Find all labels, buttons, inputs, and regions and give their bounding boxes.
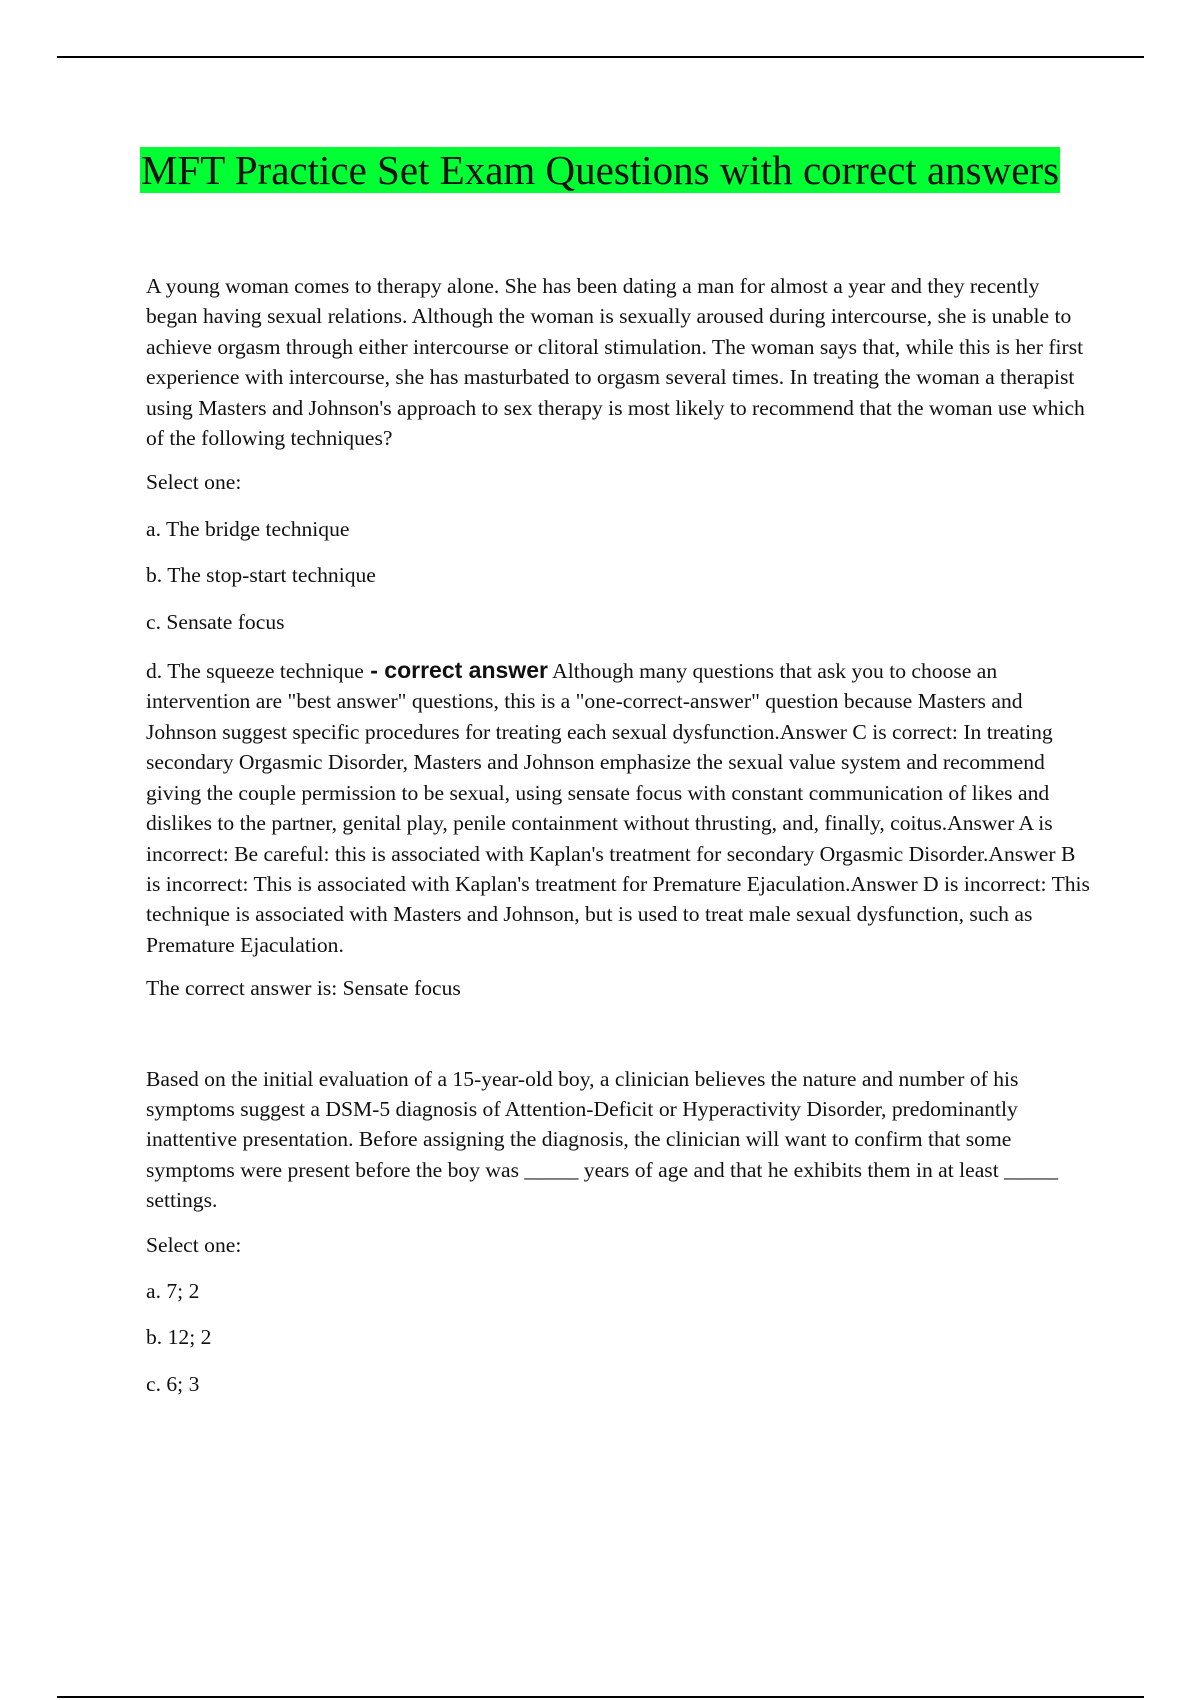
- answer-option-b: b. The stop-start technique: [146, 563, 376, 588]
- question-2: [146, 1064, 1091, 1400]
- answer-option-c: c. Sensate focus: [146, 609, 285, 634]
- top-rule: [57, 56, 1144, 58]
- question-stem: A young woman comes to therapy alone. She has been dating a man for almost a year and they recently began having sexual relations. Although the woman is sexually aroused during intercourse, she is unable to achieve orgasm through either intercourse or clitoral stimulation. The woman says that, while this is her first experience with intercourse, she has masturbated to orgasm several times. In treating the woman a therapist using Masters and Johnson's approach to sex therapy is most likely to recommend that the woman use which of the following techniques?: [146, 274, 1085, 451]
- select-one-label: Select one:: [146, 1232, 242, 1257]
- title-highlight: MFT Practice Set Exam Questions with correct answers: [140, 147, 1060, 193]
- answer-option-a: a. The bridge technique: [146, 516, 350, 541]
- select-one-label: Select one:: [146, 470, 242, 495]
- answer-option-b: b. 12; 2: [146, 1325, 212, 1350]
- document-body: [146, 271, 1091, 1415]
- correct-answer-marker: - correct answer: [363, 657, 548, 684]
- answer-option-d: d. The squeeze technique: [146, 659, 364, 684]
- question-1: [146, 271, 1091, 1004]
- answer-option-d-with-explanation: [146, 655, 1091, 960]
- page-title: [100, 142, 1100, 198]
- question-stem: Based on the initial evaluation of a 15-year-old boy, a clinician believes the nature and number of his symptoms suggest a DSM-5 diagnosis of Attention-Deficit or Hyperactivity Disorder, predominantly inattentive presentation. Before assigning the diagnosis, the clinician will want to confirm that some symptoms were present before the boy was _____ years of age and that he exhibits them in at least _____ settings.: [146, 1066, 1059, 1213]
- correct-answer-statement: The correct answer is: Sensate focus: [146, 976, 461, 1001]
- bottom-rule: [57, 1696, 1144, 1698]
- answer-option-c: c. 6; 3: [146, 1371, 200, 1396]
- answer-option-a: a. 7; 2: [146, 1278, 200, 1303]
- answer-explanation: Although many questions that ask you to choose an intervention are "best answer" questions, this is a "one-correct-answer" question because Masters and Johnson suggest specific procedures for treating each sexual dysfunction.Answer C is correct: In treating secondary Orgasmic Disorder, Masters and Johnson emphasize the sexual value system and recommend giving the couple permission to be sexual, using sensate focus with constant communication of likes and dislikes to the partner, genital play, penile containment without thrusting, and, finally, coitus.Answer A is incorrect: Be careful: this is associated with Kaplan's treatment for secondary Orgasmic Disorder.Answer B is incorrect: This is associated with Kaplan's treatment for Premature Ejaculation.Answer D is incorrect: This technique is associated with Masters and Johnson, but is used to treat male sexual dysfunction, such as Premature Ejaculation.: [146, 659, 1090, 957]
